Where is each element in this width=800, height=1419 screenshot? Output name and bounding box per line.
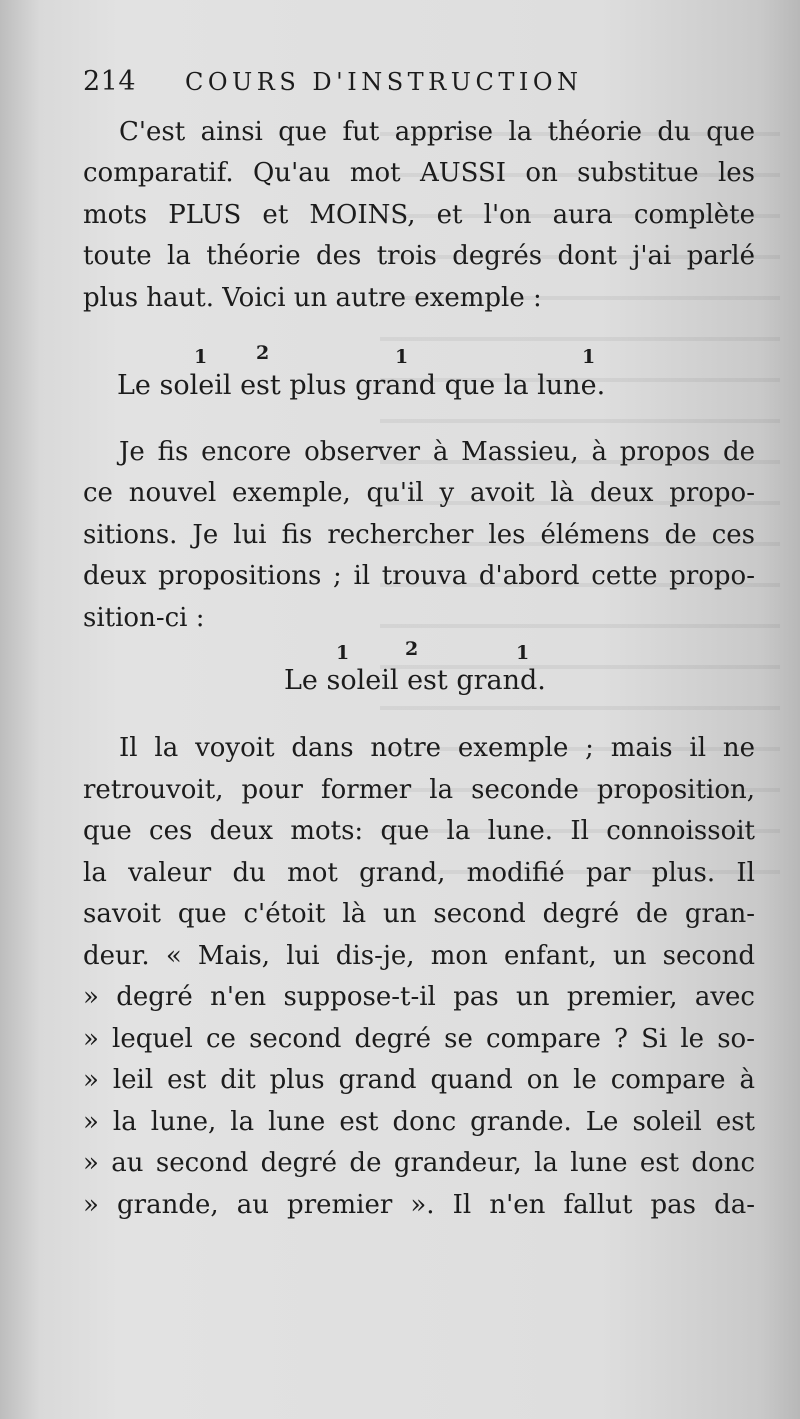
degree-number: 2 bbox=[405, 638, 419, 660]
degree-number: 1 bbox=[582, 346, 596, 368]
text-line: la valeur du mot grand, modifié par plus. Il bbox=[83, 858, 755, 888]
text-line: » degré n'en suppose-t-il pas un premier, avec bbox=[83, 982, 755, 1012]
text-line: sition-ci : bbox=[83, 603, 205, 633]
text-line: C'est ainsi que fut apprise la théorie du que bbox=[119, 117, 755, 147]
page-header bbox=[83, 66, 743, 106]
text-line: » la lune, la lune est donc grande. Le soleil est bbox=[83, 1107, 755, 1137]
text-line: ce nouvel exemple, qu'il y avoit là deux propo- bbox=[83, 478, 755, 508]
text-line: toute la théorie des trois degrés dont j'ai parlé bbox=[83, 241, 755, 271]
example-sentence: Le soleil est grand. bbox=[284, 665, 546, 696]
running-title: COURS D'INSTRUCTION bbox=[185, 68, 583, 96]
text-line: plus haut. Voici un autre exemple : bbox=[83, 283, 542, 313]
text-line: savoit que c'étoit là un second degré de gran- bbox=[83, 899, 755, 929]
text-line: » lequel ce second degré se compare ? Si le so- bbox=[83, 1024, 755, 1054]
page-number: 214 bbox=[83, 66, 137, 97]
text-line: deux propositions ; il trouva d'abord cette propo- bbox=[83, 561, 755, 591]
degree-number: 2 bbox=[256, 342, 270, 364]
text-line: retrouvoit, pour former la seconde proposition, bbox=[83, 775, 755, 805]
text-line: » au second degré de grandeur, la lune est donc bbox=[83, 1148, 755, 1178]
degree-number: 1 bbox=[516, 642, 530, 664]
text-line: que ces deux mots: que la lune. Il connoissoit bbox=[83, 816, 755, 846]
text-line: Je fis encore observer à Massieu, à propos de bbox=[119, 437, 755, 467]
degree-number: 1 bbox=[336, 642, 350, 664]
degree-number: 1 bbox=[395, 346, 409, 368]
degree-number: 1 bbox=[194, 346, 208, 368]
text-line: deur. « Mais, lui dis-je, mon enfant, un second bbox=[83, 941, 755, 971]
text-line: sitions. Je lui fis rechercher les élémens de ces bbox=[83, 520, 755, 550]
text-line: comparatif. Qu'au mot AUSSI on substitue les bbox=[83, 158, 755, 188]
text-line: » grande, au premier ». Il n'en fallut pas da- bbox=[83, 1190, 755, 1220]
text-line: » leil est dit plus grand quand on le compare à bbox=[83, 1065, 755, 1095]
text-line: mots PLUS et MOINS, et l'on aura complète bbox=[83, 200, 755, 230]
example-sentence: Le soleil est plus grand que la lune. bbox=[117, 370, 606, 401]
text-line: Il la voyoit dans notre exemple ; mais il ne bbox=[119, 733, 755, 763]
